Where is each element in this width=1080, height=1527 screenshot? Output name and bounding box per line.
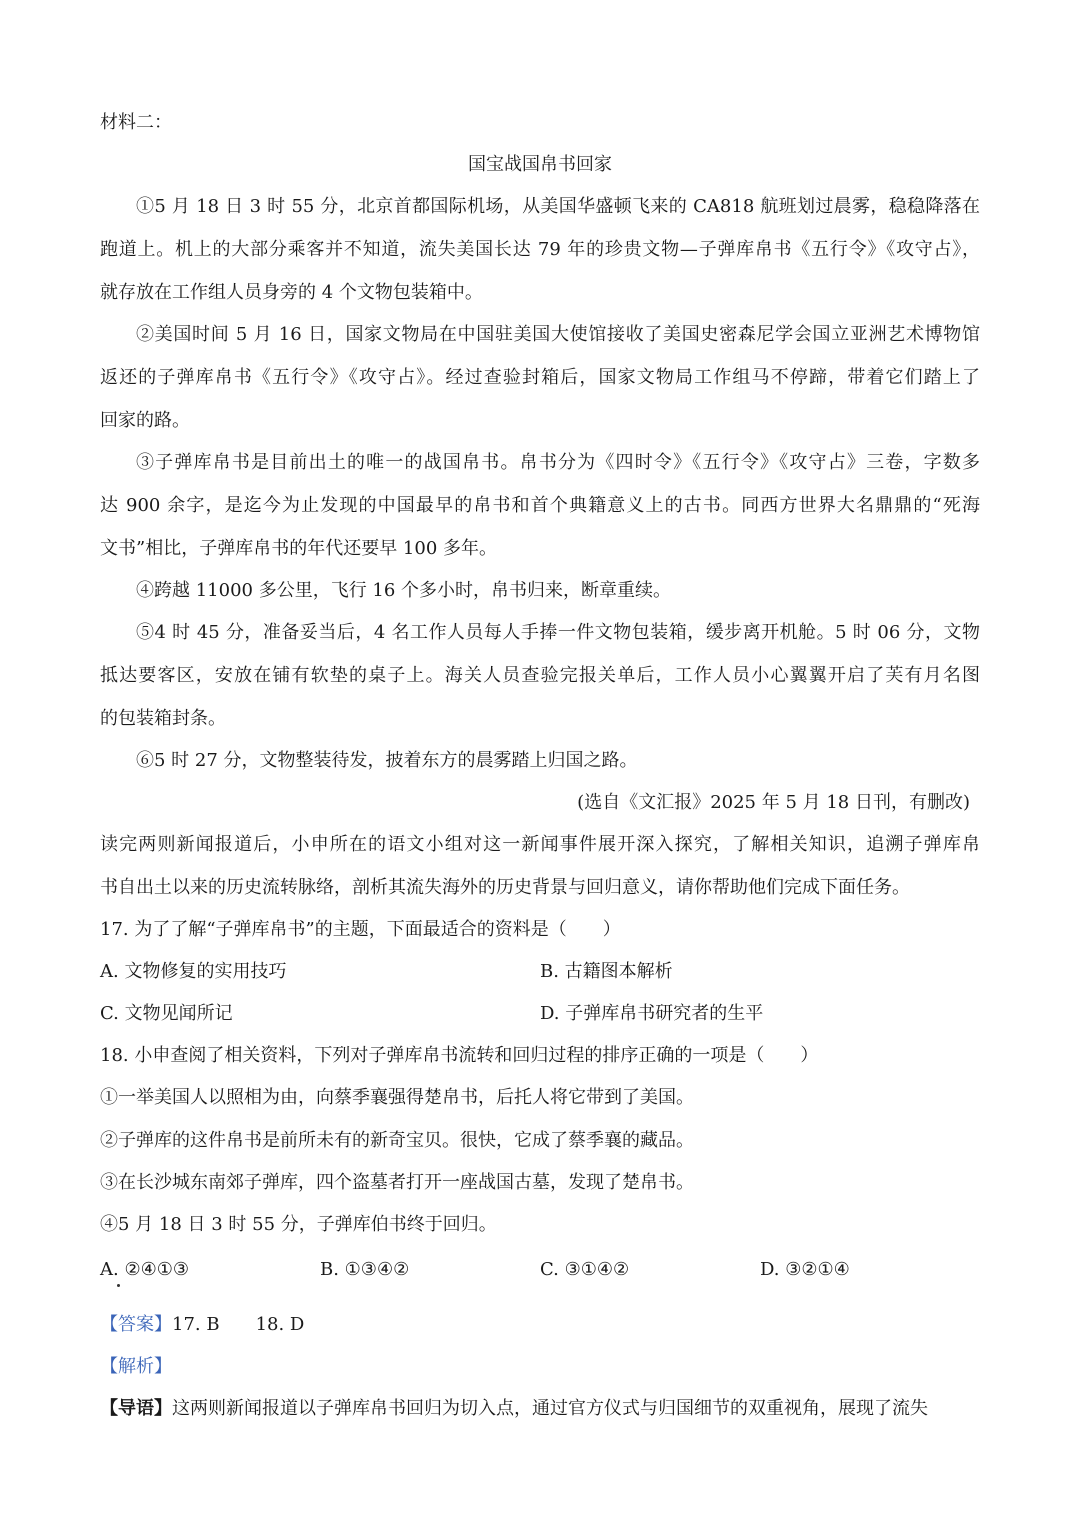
intro-line-1: 读完两则新闻报道后，小申所在的语文小组对这一新闻事件展开深入探究，了解相关知识，追溯子弹库帛 <box>100 834 980 855</box>
analysis-label: 【解析】 <box>100 1356 172 1377</box>
article-paragraph-3-line-2: 达 900 余字，是迄今为止发现的中国最早的帛书和首个典籍意义上的古书。同西方世界大名鼎鼎的“死海 <box>100 495 980 516</box>
question-18-item-3: ③在长沙城东南郊子弹库，四个盗墓者打开一座战国古墓，发现了楚帛书。 <box>100 1172 694 1193</box>
article-paragraph-5-line-2: 抵达要客区，安放在铺有软垫的桌子上。海关人员查验完报关单后，工作人员小心翼翼开启了芙有月名图 <box>100 665 980 686</box>
article-paragraph-5-line-1: ⑤4 时 45 分，准备妥当后，4 名工作人员每人手捧一件文物包装箱，缓步离开机舱。5 时 06 分，文物 <box>136 622 980 643</box>
guide-row <box>100 1396 928 1422</box>
article-paragraph-2-line-3: 回家的路。 <box>100 410 190 431</box>
article-title: 国宝战国帛书回家 <box>468 154 612 175</box>
article-paragraph-4: ④跨越 11000 多公里，飞行 16 个多小时，帛书归来，断章重续。 <box>136 580 672 601</box>
question-18-option-d: D. ③②①④ <box>760 1259 850 1280</box>
question-17-stem: 17. 为了了解“子弹库帛书”的主题，下面最适合的资料是（ ） <box>100 919 621 940</box>
answer-label: 【答案】 <box>100 1314 172 1335</box>
question-18-stem: 18. 小申查阅了相关资料，下列对子弹库帛书流转和回归过程的排序正确的一项是（ ） <box>100 1045 819 1066</box>
article-paragraph-6: ⑥5 时 27 分，文物整装待发，披着东方的晨雾踏上归国之路。 <box>136 750 638 771</box>
question-18-item-2: ②子弹库的这件帛书是前所未有的新奇宝贝。很快，它成了蔡季襄的藏品。 <box>100 1130 694 1151</box>
question-18-option-a: A. ②④①③ <box>100 1259 189 1280</box>
article-paragraph-2-line-1: ②美国时间 5 月 16 日，国家文物局在中国驻美国大使馆接收了美国史密森尼学会国立亚洲艺术博物馆 <box>136 324 980 345</box>
article-paragraph-3-line-1: ③子弹库帛书是目前出土的唯一的战国帛书。帛书分为《四时令》《五行令》《攻守占》三卷，字数多 <box>136 452 980 473</box>
question-18-item-4: ④5 月 18 日 3 时 55 分，子弹库伯书终于回归。 <box>100 1214 497 1235</box>
article-paragraph-5-line-3: 的包装箱封条。 <box>100 708 226 729</box>
article-paragraph-1-line-1: ①5 月 18 日 3 时 55 分，北京首都国际机场，从美国华盛顿飞来的 CA818 航班划过晨雾，稳稳降落在 <box>136 196 980 217</box>
analysis-row <box>100 1354 172 1380</box>
question-17-option-a: A. 文物修复的实用技巧 <box>100 961 287 982</box>
article-paragraph-2-line-2: 返还的子弹库帛书《五行令》《攻守占》。经过查验封箱后，国家文物局工作组马不停蹄，带着它们踏上了 <box>100 367 980 388</box>
article-paragraph-1-line-2: 跑道上。机上的大部分乘客并不知道，流失美国长达 79 年的珍贵文物—子弹库帛书《五行令》《攻守占》， <box>100 239 980 260</box>
answer-row <box>100 1312 304 1338</box>
answer-text: 17. B 18. D <box>172 1314 305 1335</box>
option-a-dot-mark <box>117 1284 120 1287</box>
question-18-item-1: ①一举美国人以照相为由，向蔡季襄强得楚帛书，后托人将它带到了美国。 <box>100 1087 694 1108</box>
material-label: 材料二： <box>100 112 172 133</box>
article-paragraph-1-line-3: 就存放在工作组人员身旁的 4 个文物包装箱中。 <box>100 282 483 303</box>
question-17-option-c: C. 文物见闻所记 <box>100 1003 233 1024</box>
guide-text: 这两则新闻报道以子弹库帛书回归为切入点，通过官方仪式与归国细节的双重视角，展现了流失 <box>172 1398 928 1419</box>
question-17-option-d: D. 子弹库帛书研究者的生平 <box>540 1003 764 1024</box>
intro-line-2: 书自出土以来的历史流转脉络，剖析其流失海外的历史背景与回归意义，请你帮助他们完成下面任务。 <box>100 877 910 898</box>
question-18-option-c: C. ③①④② <box>540 1259 630 1280</box>
question-17-option-b: B. 古籍图本解析 <box>540 961 673 982</box>
article-source: (选自《文汇报》2025 年 5 月 18 日刊，有删改) <box>577 792 970 813</box>
article-paragraph-3-line-3: 文书”相比，子弹库帛书的年代还要早 100 多年。 <box>100 538 497 559</box>
question-18-option-b: B. ①③④② <box>320 1259 410 1280</box>
guide-label: 【导语】 <box>100 1398 172 1419</box>
